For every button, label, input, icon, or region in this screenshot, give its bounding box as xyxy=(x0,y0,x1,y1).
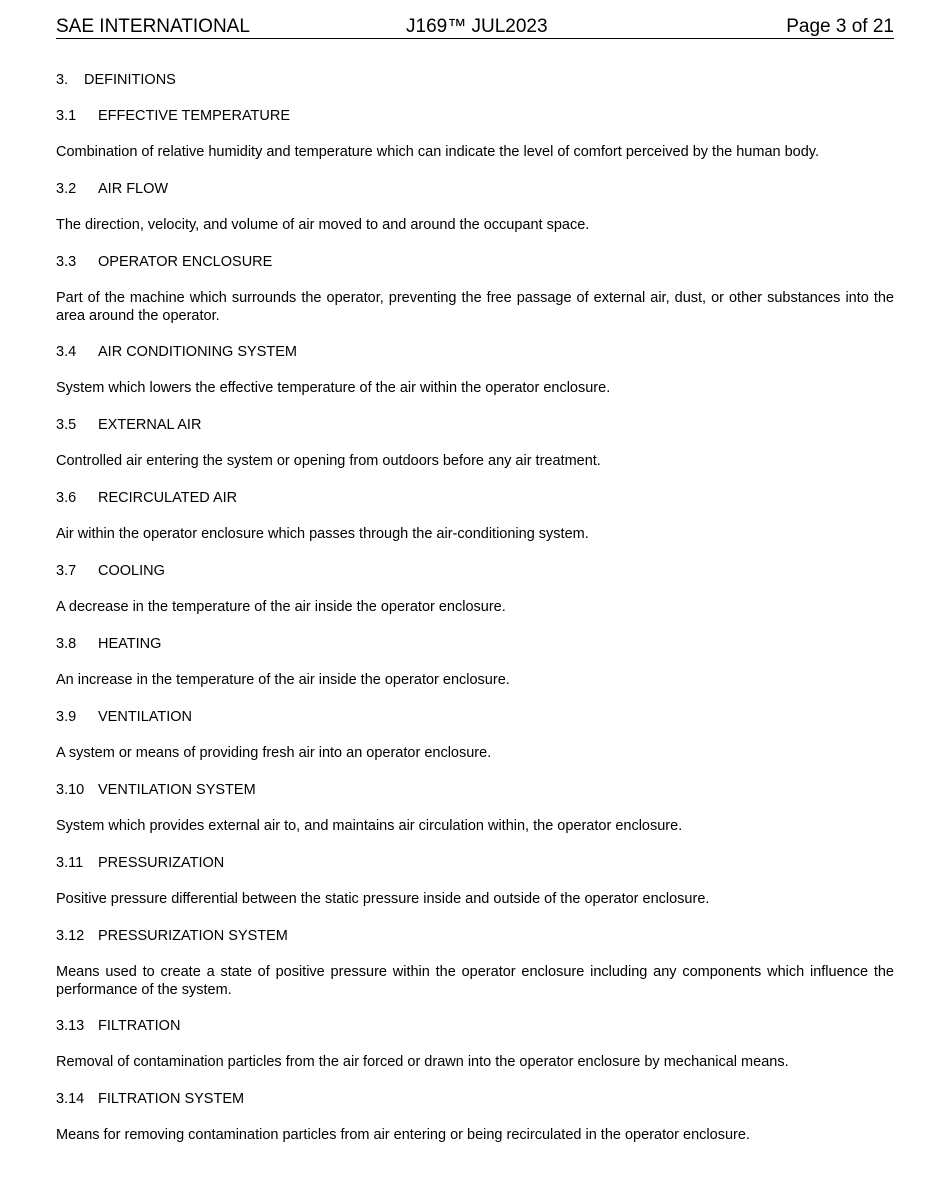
definition-heading xyxy=(56,562,894,580)
definition-number: 3.5 xyxy=(56,417,77,433)
definition-term: EXTERNAL AIR xyxy=(98,417,202,433)
document-page xyxy=(56,0,894,1143)
definition-item xyxy=(56,635,894,689)
definition-text: An increase in the temperature of the air inside the operator enclosure. xyxy=(56,672,510,688)
definition-item xyxy=(56,927,894,999)
definition-number: 3.3 xyxy=(56,254,77,270)
definition-number: 3.7 xyxy=(56,563,77,579)
definition-heading xyxy=(56,489,894,507)
definition-text: Part of the machine which surrounds the operator, preventing the free passage of external air, dust, or other substances into the area around the operator. xyxy=(56,290,894,324)
definition-number: 3.9 xyxy=(56,709,77,725)
definition-text: Air within the operator enclosure which passes through the air-conditioning system. xyxy=(56,526,589,542)
definition-text: Controlled air entering the system or opening from outdoors before any air treatment. xyxy=(56,453,601,469)
definition-item xyxy=(56,708,894,762)
definition-text: Means used to create a state of positive pressure within the operator enclosure including any components which influence the performance of the system. xyxy=(56,964,894,998)
definition-term: AIR FLOW xyxy=(98,181,169,197)
definition-number: 3.6 xyxy=(56,490,77,506)
definition-term: RECIRCULATED AIR xyxy=(98,490,238,506)
definition-heading xyxy=(56,1017,894,1035)
definition-term: COOLING xyxy=(98,563,165,579)
definition-text: The direction, velocity, and volume of air moved to and around the occupant space. xyxy=(56,217,590,233)
definition-heading xyxy=(56,343,894,361)
definition-item xyxy=(56,1090,894,1144)
definition-heading xyxy=(56,253,894,271)
definition-heading xyxy=(56,635,894,653)
definition-number: 3.1 xyxy=(56,108,77,124)
definition-item xyxy=(56,416,894,470)
definition-item xyxy=(56,562,894,616)
definition-number: 3.2 xyxy=(56,181,77,197)
definition-item xyxy=(56,180,894,234)
definition-heading xyxy=(56,107,894,125)
definition-item xyxy=(56,253,894,325)
definition-number: 3.10 xyxy=(56,782,85,798)
definition-heading xyxy=(56,854,894,872)
definition-heading xyxy=(56,1090,894,1108)
definition-heading xyxy=(56,781,894,799)
definition-term: FILTRATION SYSTEM xyxy=(98,1091,245,1107)
definition-text: System which lowers the effective temperature of the air within the operator enclosure. xyxy=(56,380,611,396)
definition-item xyxy=(56,343,894,397)
definition-heading xyxy=(56,927,894,945)
definition-heading xyxy=(56,180,894,198)
definition-item xyxy=(56,781,894,835)
definition-number: 3.4 xyxy=(56,344,77,360)
definition-heading xyxy=(56,708,894,726)
definition-text: A system or means of providing fresh air into an operator enclosure. xyxy=(56,745,492,761)
definition-text: Combination of relative humidity and temperature which can indicate the level of comfort perceived by the human body. xyxy=(56,144,820,160)
definitions-list xyxy=(56,107,894,1144)
definition-term: VENTILATION SYSTEM xyxy=(98,782,256,798)
definition-item xyxy=(56,854,894,908)
definition-text: Positive pressure differential between the static pressure inside and outside of the operator enclosure. xyxy=(56,891,710,907)
definition-term: HEATING xyxy=(98,636,162,652)
section-heading xyxy=(56,71,176,89)
header-page-number: Page 3 of 21 xyxy=(786,16,894,37)
definition-number: 3.13 xyxy=(56,1018,85,1034)
definition-term: VENTILATION xyxy=(98,709,192,725)
header-organization: SAE INTERNATIONAL xyxy=(56,16,250,37)
definition-item xyxy=(56,1017,894,1071)
definition-term: EFFECTIVE TEMPERATURE xyxy=(98,108,291,124)
definition-text: System which provides external air to, and maintains air circulation within, the operator enclosure. xyxy=(56,818,683,834)
definition-item xyxy=(56,489,894,543)
definition-text: Means for removing contamination particles from air entering or being recirculated in the operator enclosure. xyxy=(56,1127,750,1143)
definition-number: 3.11 xyxy=(56,855,84,871)
definition-number: 3.14 xyxy=(56,1091,85,1107)
definition-term: FILTRATION xyxy=(98,1018,181,1034)
definition-term: OPERATOR ENCLOSURE xyxy=(98,254,273,270)
definition-text: A decrease in the temperature of the air inside the operator enclosure. xyxy=(56,599,506,615)
definition-term: PRESSURIZATION xyxy=(98,855,225,871)
definition-term: AIR CONDITIONING SYSTEM xyxy=(98,344,297,360)
definition-number: 3.8 xyxy=(56,636,77,652)
section-title: DEFINITIONS xyxy=(84,72,176,88)
definition-text: Removal of contamination particles from the air forced or drawn into the operator enclosure by mechanical means. xyxy=(56,1054,789,1070)
definition-item xyxy=(56,107,894,161)
definition-term: PRESSURIZATION SYSTEM xyxy=(98,928,288,944)
page-header xyxy=(56,0,894,39)
header-document-id: J169™ JUL2023 xyxy=(406,16,548,37)
definition-number: 3.12 xyxy=(56,928,85,944)
definition-heading xyxy=(56,416,894,434)
section-number: 3. xyxy=(56,72,69,88)
